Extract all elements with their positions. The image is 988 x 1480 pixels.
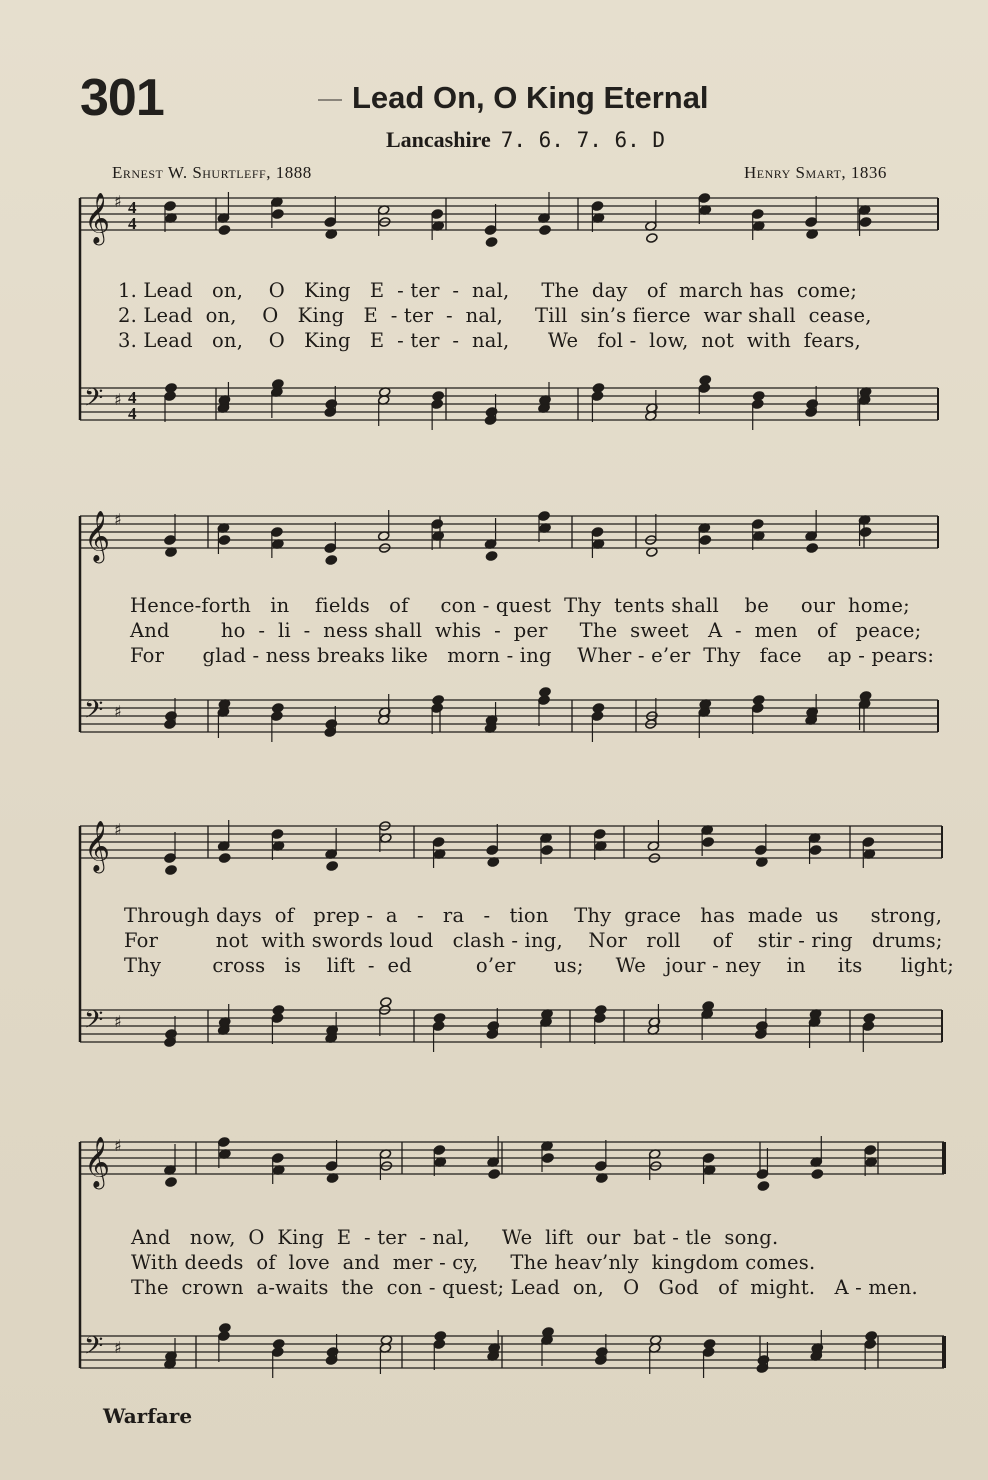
note-head — [757, 1181, 769, 1192]
composer-credit: Henry Smart, 1836 — [744, 163, 887, 182]
note-head — [702, 837, 714, 848]
key-signature-sharp: ♯ — [114, 1337, 122, 1357]
note-head — [325, 555, 337, 566]
note-head — [539, 687, 551, 698]
note-head — [646, 233, 658, 244]
note-head — [756, 1169, 768, 1180]
note-head — [324, 217, 336, 228]
note-head — [272, 209, 284, 220]
time-signature-top: 4 — [128, 388, 137, 408]
time-signature-top: 4 — [128, 198, 137, 218]
note-head — [218, 1137, 230, 1148]
note-head — [272, 1005, 284, 1016]
lyric-line-s3-v1: Through days of prep - a - ra - tion Thy grace has made us strong, — [124, 904, 943, 927]
bass-clef: 𝄢 — [84, 695, 104, 731]
treble-clef: 𝄞 — [84, 1136, 111, 1188]
note-head — [433, 1013, 445, 1024]
note-head — [805, 217, 817, 228]
lyric-line-s2-v3: For glad - ness breaks like morn - ing Wher - e’er Thy face ap - pears: — [130, 644, 935, 667]
note-head — [219, 1323, 231, 1334]
note-head — [591, 201, 603, 212]
note-head — [542, 1153, 554, 1164]
key-signature-sharp: ♯ — [114, 191, 122, 211]
note-head — [485, 237, 497, 248]
note-head — [595, 1005, 607, 1016]
note-head — [752, 209, 764, 220]
time-signature-bottom: 4 — [128, 404, 137, 424]
bass-clef: 𝄢 — [84, 1331, 104, 1367]
lyric-line-s1-v1: 1. Lead on, O King E - ter - nal, The day of march has come; — [118, 279, 858, 302]
note-head — [538, 511, 550, 522]
note-head — [432, 391, 444, 402]
note-head — [432, 837, 444, 848]
lyric-line-s4-v2: With deeds of love and mer - cy, The heav’nly kingdom comes. — [131, 1251, 816, 1274]
note-head — [272, 1153, 284, 1164]
key-signature-sharp: ♯ — [114, 1135, 122, 1155]
note-head — [219, 853, 231, 864]
lyric-line-s3-v2: For not with swords loud clash - ing, Nor roll of stir - ring drums; — [124, 929, 943, 952]
lyric-line-s3-v3: Thy cross is lift - ed o’er us; We jour - ney in its light; — [124, 954, 954, 977]
note-head — [432, 695, 444, 706]
note-head — [165, 865, 177, 876]
note-head — [165, 383, 177, 394]
note-head — [811, 1169, 823, 1180]
note-head — [485, 551, 497, 562]
note-head — [164, 853, 176, 864]
note-head — [488, 1169, 500, 1180]
note-head — [324, 543, 336, 554]
key-signature-sharp: ♯ — [114, 389, 122, 409]
lyric-line-s1-v2: 2. Lead on, O King E - ter - nal, Till sin’s fierce war shall cease, — [118, 304, 872, 327]
note-head — [702, 1153, 714, 1164]
note-head — [431, 209, 443, 220]
note-head — [541, 845, 553, 856]
note-head — [592, 703, 604, 714]
note-head — [433, 1145, 445, 1156]
note-head — [859, 527, 871, 538]
lyric-line-s2-v1: Hence-forth in fields of con - quest Thy tents shall be our home; — [130, 594, 910, 617]
note-head — [863, 1013, 875, 1024]
note-head — [595, 1161, 607, 1172]
lyric-line-s2-v2: And ho - li - ness shall whis - per The sweet A - men of peace; — [130, 619, 922, 642]
key-signature-sharp: ♯ — [114, 819, 122, 839]
note-head — [326, 861, 338, 872]
bass-clef: 𝄢 — [84, 383, 104, 419]
treble-clef: 𝄞 — [84, 192, 111, 244]
key-signature-sharp: ♯ — [114, 701, 122, 721]
note-head — [752, 519, 764, 530]
note-head — [699, 375, 711, 386]
note-head — [271, 527, 283, 538]
note-head — [164, 201, 176, 212]
bass-clef: 𝄢 — [84, 1005, 104, 1041]
note-head — [864, 1145, 876, 1156]
note-head — [539, 225, 551, 236]
note-head — [591, 527, 603, 538]
note-head — [806, 543, 818, 554]
note-head — [594, 829, 606, 840]
lyric-line-s1-v3: 3. Lead on, O King E - ter - nal, We fol - low, not with fears, — [118, 329, 861, 352]
hymn-title: Lead On, O King Eternal — [352, 80, 709, 115]
note-head — [434, 1331, 446, 1342]
lyric-line-s4-v3: The crown a-waits the con - quest; Lead on, O God of might. A - men. — [131, 1276, 918, 1299]
note-head — [380, 997, 392, 1008]
note-head — [862, 837, 874, 848]
treble-clef: 𝄞 — [84, 510, 111, 562]
key-signature-sharp: ♯ — [114, 1011, 122, 1031]
tune-name: Lancashire — [386, 127, 491, 152]
note-head — [865, 1331, 877, 1342]
note-head — [273, 1339, 285, 1350]
note-head — [592, 383, 604, 394]
author-credit: Ernest W. Shurtleff, 1888 — [112, 163, 312, 182]
note-head — [703, 1339, 715, 1350]
note-head — [164, 535, 176, 546]
lyric-line-s4-v1: And now, O King E - ter - nal, We lift our bat - tle song. — [131, 1226, 779, 1249]
note-head — [271, 829, 283, 840]
key-signature-sharp: ♯ — [114, 509, 122, 529]
treble-clef: 𝄞 — [84, 820, 111, 872]
note-head — [165, 1177, 177, 1188]
note-head — [325, 1161, 337, 1172]
tune-meter: 7. 6. 7. 6. D — [500, 128, 666, 152]
note-head — [698, 193, 710, 204]
note-head — [699, 535, 711, 546]
time-signature-bottom: 4 — [128, 214, 137, 234]
hymn-number: 301 — [80, 69, 164, 127]
note-head — [484, 225, 496, 236]
note-head — [486, 845, 498, 856]
note-head — [218, 535, 230, 546]
note-head — [755, 845, 767, 856]
note-head — [753, 391, 765, 402]
topic-category: Warfare — [103, 1404, 193, 1428]
note-head — [431, 519, 443, 530]
note-head — [859, 217, 871, 228]
note-head — [272, 703, 284, 714]
note-head — [753, 695, 765, 706]
note-head — [218, 225, 230, 236]
note-head — [809, 845, 821, 856]
